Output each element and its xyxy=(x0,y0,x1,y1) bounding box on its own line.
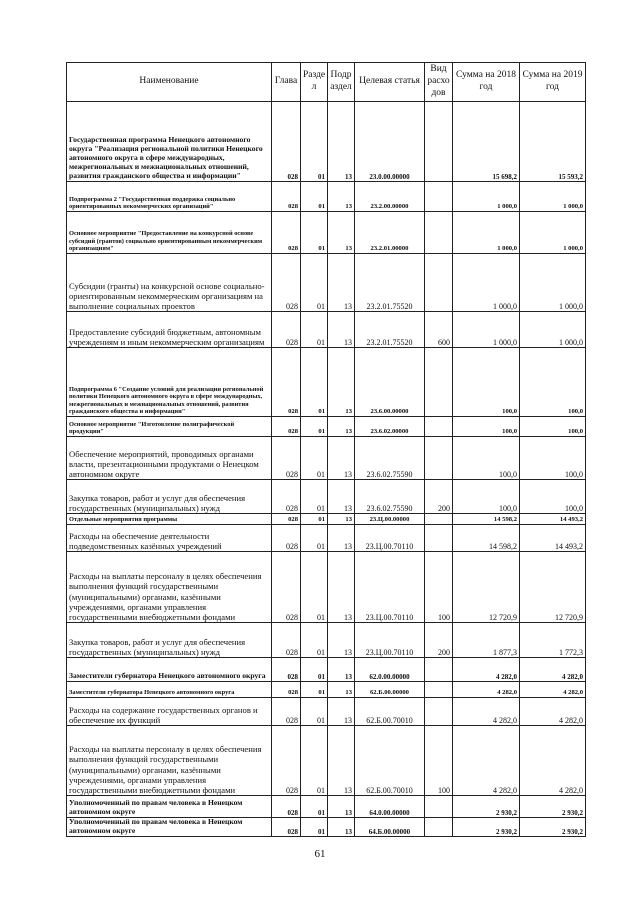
cell-name: Расходы на выплаты персоналу в целях обеспечения выполнения функций государственными (муниципальными) органами, казёнными учреждениями, органами управления государственными внебюджетными фондами xyxy=(67,552,272,623)
cell-section: 01 xyxy=(301,254,328,312)
table-row xyxy=(67,726,586,796)
cell-chapter: 028 xyxy=(272,212,301,254)
cell-sum-2018: 2 930,2 xyxy=(453,818,520,837)
cell-sum-2018: 1 000,0 xyxy=(453,254,520,312)
table-row xyxy=(67,698,586,726)
table-row xyxy=(67,525,586,552)
cell-expense-type: 100 xyxy=(425,552,453,623)
cell-target-article: 23.Ц.00.70110 xyxy=(355,552,425,623)
cell-name: Закупка товаров, работ и услуг для обеспечения государственных (муниципальных) нужд xyxy=(67,623,272,658)
table-row xyxy=(67,437,586,480)
table-row xyxy=(67,480,586,514)
cell-target-article: 23.2.01.75520 xyxy=(355,254,425,312)
cell-expense-type xyxy=(425,417,453,437)
cell-chapter: 028 xyxy=(272,182,301,212)
cell-subsection: 13 xyxy=(328,682,355,698)
table-header-row xyxy=(67,63,586,102)
cell-section: 01 xyxy=(301,552,328,623)
cell-target-article: 23.6.02.75590 xyxy=(355,437,425,480)
cell-chapter: 028 xyxy=(272,698,301,726)
table-row xyxy=(67,102,586,182)
cell-target-article: 23.6.00.00000 xyxy=(355,348,425,417)
cell-expense-type xyxy=(425,796,453,818)
cell-target-article: 23.Ц.00.00000 xyxy=(355,514,425,525)
header-chapter: Глава xyxy=(272,63,301,102)
cell-sum-2018: 2 930,2 xyxy=(453,796,520,818)
cell-target-article: 23.2.00.00000 xyxy=(355,182,425,212)
cell-sum-2018: 100,0 xyxy=(453,480,520,514)
cell-name: Заместители губернатора Ненецкого автономного округа xyxy=(67,658,272,682)
cell-chapter: 028 xyxy=(272,623,301,658)
table-row xyxy=(67,417,586,437)
cell-target-article: 23.6.02.00000 xyxy=(355,417,425,437)
cell-target-article: 23.2.01.75520 xyxy=(355,312,425,348)
cell-name: Отдельные мероприятия программы xyxy=(67,514,272,525)
header-subsection: Подр аздел xyxy=(328,63,355,102)
cell-sum-2019: 4 282,0 xyxy=(520,682,586,698)
cell-expense-type xyxy=(425,514,453,525)
cell-chapter: 028 xyxy=(272,437,301,480)
cell-subsection: 13 xyxy=(328,525,355,552)
cell-section: 01 xyxy=(301,212,328,254)
cell-subsection: 13 xyxy=(328,552,355,623)
cell-sum-2019: 4 282,0 xyxy=(520,698,586,726)
cell-sum-2018: 14 598,2 xyxy=(453,525,520,552)
cell-chapter: 028 xyxy=(272,102,301,182)
cell-target-article: 23.6.02.75590 xyxy=(355,480,425,514)
cell-target-article: 64.0.00.00000 xyxy=(355,796,425,818)
cell-chapter: 028 xyxy=(272,726,301,796)
cell-sum-2019: 4 282,0 xyxy=(520,726,586,796)
table-row xyxy=(67,254,586,312)
cell-expense-type: 100 xyxy=(425,726,453,796)
header-name: Наименование xyxy=(67,63,272,102)
table-row xyxy=(67,514,586,525)
cell-target-article: 23.Ц.00.70110 xyxy=(355,525,425,552)
cell-sum-2019: 2 930,2 xyxy=(520,796,586,818)
cell-subsection: 13 xyxy=(328,182,355,212)
cell-expense-type xyxy=(425,658,453,682)
cell-name: Расходы на обеспечение деятельности подведомственных казённых учреждений xyxy=(67,525,272,552)
cell-expense-type: 200 xyxy=(425,623,453,658)
cell-chapter: 028 xyxy=(272,682,301,698)
cell-sum-2019: 1 000,0 xyxy=(520,312,586,348)
cell-name: Предоставление субсидий бюджетным, автономным учреждениям и иным некоммерческим организациям xyxy=(67,312,272,348)
page-number: 61 xyxy=(314,848,326,860)
cell-chapter: 028 xyxy=(272,254,301,312)
cell-subsection: 13 xyxy=(328,254,355,312)
cell-subsection: 13 xyxy=(328,726,355,796)
cell-chapter: 028 xyxy=(272,525,301,552)
cell-sum-2019: 15 593,2 xyxy=(520,102,586,182)
table-row xyxy=(67,182,586,212)
table-row xyxy=(67,552,586,623)
cell-chapter: 028 xyxy=(272,818,301,837)
cell-sum-2018: 4 282,0 xyxy=(453,682,520,698)
table-body xyxy=(67,102,586,837)
cell-section: 01 xyxy=(301,348,328,417)
cell-section: 01 xyxy=(301,726,328,796)
table-row xyxy=(67,682,586,698)
cell-sum-2019: 14 493,2 xyxy=(520,525,586,552)
cell-subsection: 13 xyxy=(328,312,355,348)
table-row xyxy=(67,658,586,682)
cell-chapter: 028 xyxy=(272,312,301,348)
cell-section: 01 xyxy=(301,182,328,212)
header-target-article: Целевая статья xyxy=(355,63,425,102)
cell-section: 01 xyxy=(301,480,328,514)
cell-name: Уполномоченный по правам человека в Ненецком автономном округе xyxy=(67,818,272,837)
cell-sum-2019: 2 930,2 xyxy=(520,818,586,837)
cell-sum-2019: 1 772,3 xyxy=(520,623,586,658)
cell-target-article: 62.Б.00.70010 xyxy=(355,698,425,726)
cell-expense-type xyxy=(425,682,453,698)
cell-sum-2018: 1 000,0 xyxy=(453,312,520,348)
table-row xyxy=(67,818,586,837)
cell-target-article: 62.0.00.00000 xyxy=(355,658,425,682)
cell-subsection: 13 xyxy=(328,658,355,682)
cell-section: 01 xyxy=(301,698,328,726)
cell-sum-2018: 100,0 xyxy=(453,348,520,417)
header-section: Разде л xyxy=(301,63,328,102)
cell-name: Закупка товаров, работ и услуг для обеспечения государственных (муниципальных) нужд xyxy=(67,480,272,514)
cell-section: 01 xyxy=(301,102,328,182)
cell-subsection: 13 xyxy=(328,514,355,525)
cell-sum-2018: 14 598,2 xyxy=(453,514,520,525)
cell-subsection: 13 xyxy=(328,698,355,726)
cell-sum-2018: 15 698,2 xyxy=(453,102,520,182)
cell-name: Подпрограмма 2 "Государственная поддержка социально ориентированных некоммерческих организаций" xyxy=(67,182,272,212)
cell-subsection: 13 xyxy=(328,818,355,837)
cell-section: 01 xyxy=(301,623,328,658)
cell-section: 01 xyxy=(301,682,328,698)
header-sum-2018: Сумма на 2018 год xyxy=(453,63,520,102)
cell-subsection: 13 xyxy=(328,212,355,254)
cell-sum-2019: 1 000,0 xyxy=(520,182,586,212)
budget-table xyxy=(66,62,586,837)
cell-chapter: 028 xyxy=(272,796,301,818)
cell-target-article: 64.Б.00.00000 xyxy=(355,818,425,837)
cell-section: 01 xyxy=(301,437,328,480)
cell-name: Уполномоченный по правам человека в Ненецком автономном округе xyxy=(67,796,272,818)
cell-expense-type xyxy=(425,182,453,212)
cell-target-article: 62.Б.00.70010 xyxy=(355,726,425,796)
table-row xyxy=(67,623,586,658)
cell-target-article: 23.Ц.00.70110 xyxy=(355,623,425,658)
cell-expense-type xyxy=(425,254,453,312)
cell-name: Государственная программа Ненецкого автономного округа "Реализация региональной политики Ненецкого автономного округа в сфере международных, межрегиональных и межнациональных отношений, развития гражданского общества и информации" xyxy=(67,102,272,182)
cell-name: Субсидии (гранты) на конкурсной основе социально-ориентированным некоммерческим организациям на выполнение социальных проектов xyxy=(67,254,272,312)
cell-sum-2019: 100,0 xyxy=(520,348,586,417)
cell-sum-2019: 4 282,0 xyxy=(520,658,586,682)
cell-chapter: 028 xyxy=(272,552,301,623)
cell-sum-2019: 100,0 xyxy=(520,480,586,514)
cell-section: 01 xyxy=(301,514,328,525)
header-expense-type: Вид расхо дов xyxy=(425,63,453,102)
cell-subsection: 13 xyxy=(328,437,355,480)
cell-chapter: 028 xyxy=(272,348,301,417)
cell-expense-type: 200 xyxy=(425,480,453,514)
cell-expense-type xyxy=(425,437,453,480)
cell-sum-2018: 100,0 xyxy=(453,417,520,437)
cell-section: 01 xyxy=(301,312,328,348)
cell-section: 01 xyxy=(301,417,328,437)
cell-sum-2018: 1 000,0 xyxy=(453,212,520,254)
cell-section: 01 xyxy=(301,818,328,837)
cell-expense-type xyxy=(425,102,453,182)
cell-sum-2019: 12 720,9 xyxy=(520,552,586,623)
cell-expense-type xyxy=(425,698,453,726)
cell-chapter: 028 xyxy=(272,417,301,437)
cell-subsection: 13 xyxy=(328,480,355,514)
cell-sum-2018: 4 282,0 xyxy=(453,658,520,682)
cell-subsection: 13 xyxy=(328,348,355,417)
cell-section: 01 xyxy=(301,658,328,682)
cell-subsection: 13 xyxy=(328,623,355,658)
cell-name: Расходы на выплаты персоналу в целях обеспечения выполнения функций государственными (муниципальными) органами, казёнными учреждениями, органами управления государственными внебюджетными фондами xyxy=(67,726,272,796)
cell-subsection: 13 xyxy=(328,796,355,818)
cell-name: Основное мероприятие "Изготовление полиграфической продукции" xyxy=(67,417,272,437)
header-sum-2019: Сумма на 2019 год xyxy=(520,63,586,102)
cell-target-article: 23.2.01.00000 xyxy=(355,212,425,254)
cell-expense-type xyxy=(425,818,453,837)
cell-sum-2018: 100,0 xyxy=(453,437,520,480)
cell-name: Основное мероприятие "Предоставление на конкурсной основе субсидий (грантов) социально ориентированным некоммерческим организациям" xyxy=(67,212,272,254)
cell-subsection: 13 xyxy=(328,102,355,182)
cell-sum-2019: 14 493,2 xyxy=(520,514,586,525)
cell-name: Заместители губернатора Ненецкого автономного округа xyxy=(67,682,272,698)
cell-expense-type: 600 xyxy=(425,312,453,348)
cell-target-article: 23.0.00.00000 xyxy=(355,102,425,182)
cell-sum-2018: 1 877,3 xyxy=(453,623,520,658)
cell-sum-2019: 1 000,0 xyxy=(520,212,586,254)
cell-name: Расходы на содержание государственных органов и обеспечение их функций xyxy=(67,698,272,726)
cell-sum-2019: 1 000,0 xyxy=(520,254,586,312)
cell-name: Обеспечение мероприятий, проводимых органами власти, презентационными продуктами о Ненецком автономном округе xyxy=(67,437,272,480)
cell-sum-2019: 100,0 xyxy=(520,437,586,480)
cell-sum-2018: 4 282,0 xyxy=(453,698,520,726)
cell-chapter: 028 xyxy=(272,658,301,682)
cell-sum-2019: 100,0 xyxy=(520,417,586,437)
cell-chapter: 028 xyxy=(272,480,301,514)
cell-section: 01 xyxy=(301,796,328,818)
cell-subsection: 13 xyxy=(328,417,355,437)
cell-sum-2018: 4 282,0 xyxy=(453,726,520,796)
table-row xyxy=(67,212,586,254)
table-row xyxy=(67,796,586,818)
cell-sum-2018: 12 720,9 xyxy=(453,552,520,623)
cell-sum-2018: 1 000,0 xyxy=(453,182,520,212)
cell-expense-type xyxy=(425,348,453,417)
cell-expense-type xyxy=(425,212,453,254)
table-row xyxy=(67,312,586,348)
cell-name: Подпрограмма 6 "Создание условий для реализации региональной политики Ненецкого автономного округа в сфере международных, межрегиональных и межнациональных отношений, развития гражданского общества и информации" xyxy=(67,348,272,417)
cell-target-article: 62.Б.00.00000 xyxy=(355,682,425,698)
cell-chapter: 028 xyxy=(272,514,301,525)
table-row xyxy=(67,348,586,417)
cell-expense-type xyxy=(425,525,453,552)
cell-section: 01 xyxy=(301,525,328,552)
